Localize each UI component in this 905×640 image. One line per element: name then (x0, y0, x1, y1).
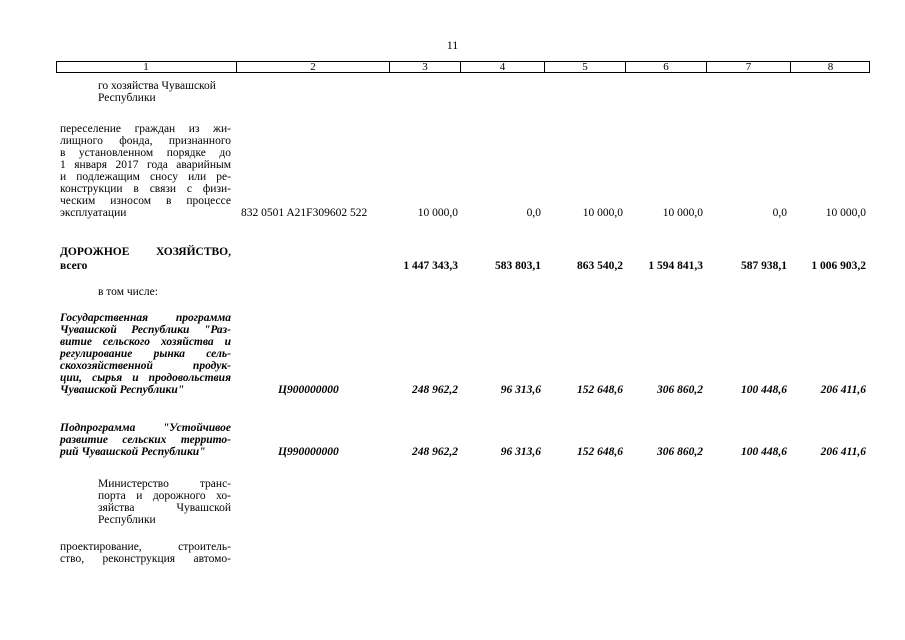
row-text-line: ческим износом в процессе (60, 195, 231, 207)
row-text-line: всего (60, 260, 88, 272)
value-cell-col5: 152 648,6 (577, 384, 623, 396)
value-cell-col4: 96 313,6 (500, 446, 541, 458)
row-text-line: рий Чувашской Республики" (60, 446, 206, 458)
row-text-line: Государственная программа (60, 312, 231, 324)
value-cell-col4: 96 313,6 (500, 384, 541, 396)
row-text-line: порта и дорожного хо- (98, 490, 231, 502)
value-cell-col7: 587 938,1 (741, 260, 787, 272)
row-text-line: проектирование, строитель- (60, 541, 231, 553)
header-cell-6: 6 (625, 62, 706, 72)
value-cell-col5: 152 648,6 (577, 446, 623, 458)
value-cell-col4: 583 803,1 (495, 260, 541, 272)
value-cell-col6: 1 594 841,3 (648, 260, 703, 272)
header-cell-8: 8 (790, 62, 870, 72)
row-text-line: Подпрограмма "Устойчивое (60, 422, 231, 434)
row-text-line: Министерство транс- (98, 478, 231, 490)
value-cell-col4: 0,0 (526, 207, 541, 219)
value-cell-col7: 0,0 (772, 207, 787, 219)
budget-code: Ц900000000 (278, 384, 339, 396)
header-cell-1: 1 (143, 61, 149, 73)
row-text-line: витие сельского хозяйства и (60, 336, 231, 348)
row-text-line: лищного фонда, признанного (60, 135, 231, 147)
row-text-line: и подлежащим сносу или ре- (60, 171, 231, 183)
row-text-line: скохозяйственной продук- (60, 360, 231, 372)
row-text-line: Республики (98, 92, 156, 104)
value-cell-col7: 100 448,6 (741, 446, 787, 458)
row-text-line: Республики (98, 514, 156, 526)
value-cell-col8: 10 000,0 (825, 207, 866, 219)
value-cell-col6: 10 000,0 (662, 207, 703, 219)
row-text-line: зяйства Чувашской (98, 502, 231, 514)
value-cell-col7: 100 448,6 (741, 384, 787, 396)
row-text-line: переселение граждан из жи- (60, 123, 231, 135)
row-text-line: эксплуатации (60, 207, 127, 219)
budget-code: 832 0501 A21F309602 522 (241, 207, 368, 219)
row-text-line: конструкции в связи с физи- (60, 183, 231, 195)
value-cell-col8: 1 006 903,2 (811, 260, 866, 272)
row-text-line: ДОРОЖНОЕ ХОЗЯЙСТВО, (60, 246, 231, 258)
row-text-line: ции, сырья и продовольствия (60, 372, 231, 384)
value-cell-col8: 206 411,6 (820, 384, 866, 396)
value-cell-col3: 1 447 343,3 (403, 260, 458, 272)
row-text-line: го хозяйства Чувашской (98, 80, 216, 92)
row-text-line: в том числе: (98, 286, 158, 298)
page-number: 11 (446, 38, 459, 52)
value-cell-col3: 248 962,2 (412, 446, 458, 458)
header-cell-3: 3 (389, 62, 460, 72)
row-text-line: Чувашской Республики "Раз- (60, 324, 231, 336)
budget-code: Ц990000000 (278, 446, 339, 458)
row-text-line: развитие сельских террито- (60, 434, 231, 446)
value-cell-col5: 10 000,0 (582, 207, 623, 219)
row-text-line: 1 января 2017 года аварийным (60, 159, 231, 171)
row-text-line: регулирование рынка сель- (60, 348, 231, 360)
row-text-line: в установленном порядке до (60, 147, 231, 159)
header-cell-7: 7 (706, 62, 790, 72)
value-cell-col5: 863 540,2 (577, 260, 623, 272)
header-cell-4: 4 (460, 62, 544, 72)
value-cell-col8: 206 411,6 (820, 446, 866, 458)
header-cell-2: 2 (236, 62, 389, 72)
value-cell-col6: 306 860,2 (657, 384, 703, 396)
row-text-line: Чувашской Республики" (60, 384, 185, 396)
value-cell-col6: 306 860,2 (657, 446, 703, 458)
table-header-row (56, 61, 870, 73)
value-cell-col3: 248 962,2 (412, 384, 458, 396)
value-cell-col3: 10 000,0 (417, 207, 458, 219)
row-text-line: ство, реконструкция автомо- (60, 553, 231, 565)
header-cell-5: 5 (544, 62, 625, 72)
